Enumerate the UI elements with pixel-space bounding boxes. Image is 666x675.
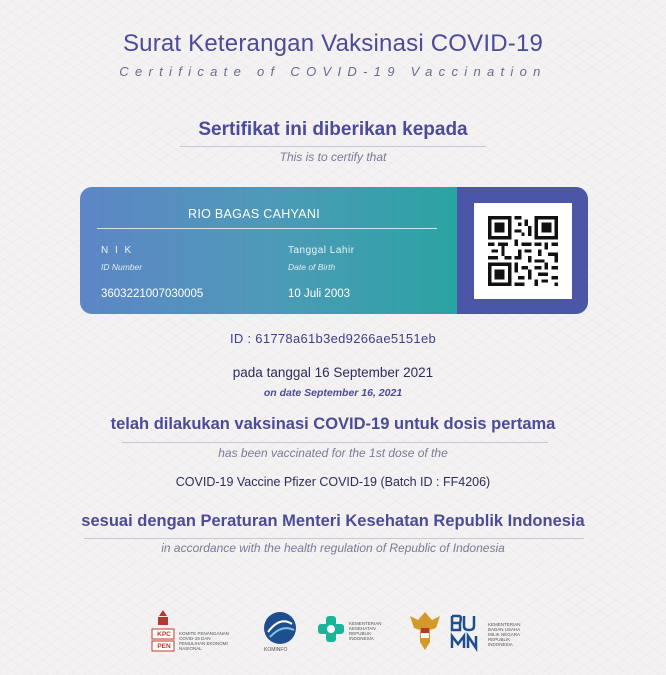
holder-name: RIO BAGAS CAHYANI [188, 207, 320, 221]
kominfo-icon [262, 610, 298, 646]
vaccination-date: pada tanggal 16 September 2021 [232, 365, 434, 380]
dose-statement-en: has been vaccinated for the 1st dose of the [218, 446, 448, 460]
certificate-subtitle: Certificate of COVID-19 Vaccination [119, 64, 547, 79]
card-divider [97, 228, 437, 229]
kemenkes-logo [316, 614, 396, 659]
garuda-icon [408, 608, 442, 654]
logo-strip [150, 608, 520, 663]
qr-code-icon [488, 216, 558, 286]
regulation-statement: sesuai dengan Peraturan Menteri Kesehatan Republik Indonesia [81, 512, 585, 530]
certificate-title: Surat Keterangan Vaksinasi COVID-19 [122, 30, 544, 57]
dob-value: 10 Juli 2003 [288, 288, 351, 300]
kpcpen-text: KOMITE PENANGANAN COVID-19 DAN PEMULIHAN EKONOMI NASIONAL [179, 631, 230, 651]
dose-statement: telah dilakukan vaksinasi COVID-19 untuk dosis pertama [110, 415, 556, 433]
dob-label: Tanggal Lahir [288, 245, 355, 256]
bumn-logo [450, 612, 520, 660]
certificate-id: ID : 61778a61b3ed9266ae5151eb [229, 331, 437, 346]
nik-value: 3603221007030005 [101, 288, 204, 300]
intro-divider [180, 146, 486, 147]
kpcpen-mark: KPC PEN [157, 631, 171, 650]
intro-subheading: This is to certify that [279, 150, 387, 164]
bumn-text: KEMENTERIAN BADAN USAHA MILIK NEGARA REPUBLIK INDONESIA [488, 622, 521, 647]
nik-label-en: ID Number [101, 262, 143, 272]
regulation-divider [84, 538, 584, 539]
kemenkes-text: KEMENTERIAN KESEHATAN REPUBLIK INDONESIA [349, 621, 382, 641]
kemenkes-icon [316, 614, 346, 644]
qr-code [474, 203, 572, 299]
kpcpen-logo [150, 608, 240, 658]
vaccine-name: COVID-19 Vaccine Pfizer COVID-19 (Batch ID : FF4206) [175, 475, 491, 489]
nik-label: N I K [101, 245, 134, 256]
bumn-icon [450, 612, 486, 652]
kominfo-text: KOMINFO [264, 647, 288, 653]
regulation-statement-en: in accordance with the health regulation of Republic of Indonesia [161, 541, 505, 555]
intro-heading: Sertifikat ini diberikan kepada [198, 119, 468, 140]
garuda-logo [408, 608, 442, 658]
dose-divider [122, 442, 548, 443]
vaccination-date-en: on date September 16, 2021 [263, 387, 403, 399]
kominfo-logo [262, 610, 302, 660]
dob-label-en: Date of Birth [288, 262, 336, 272]
